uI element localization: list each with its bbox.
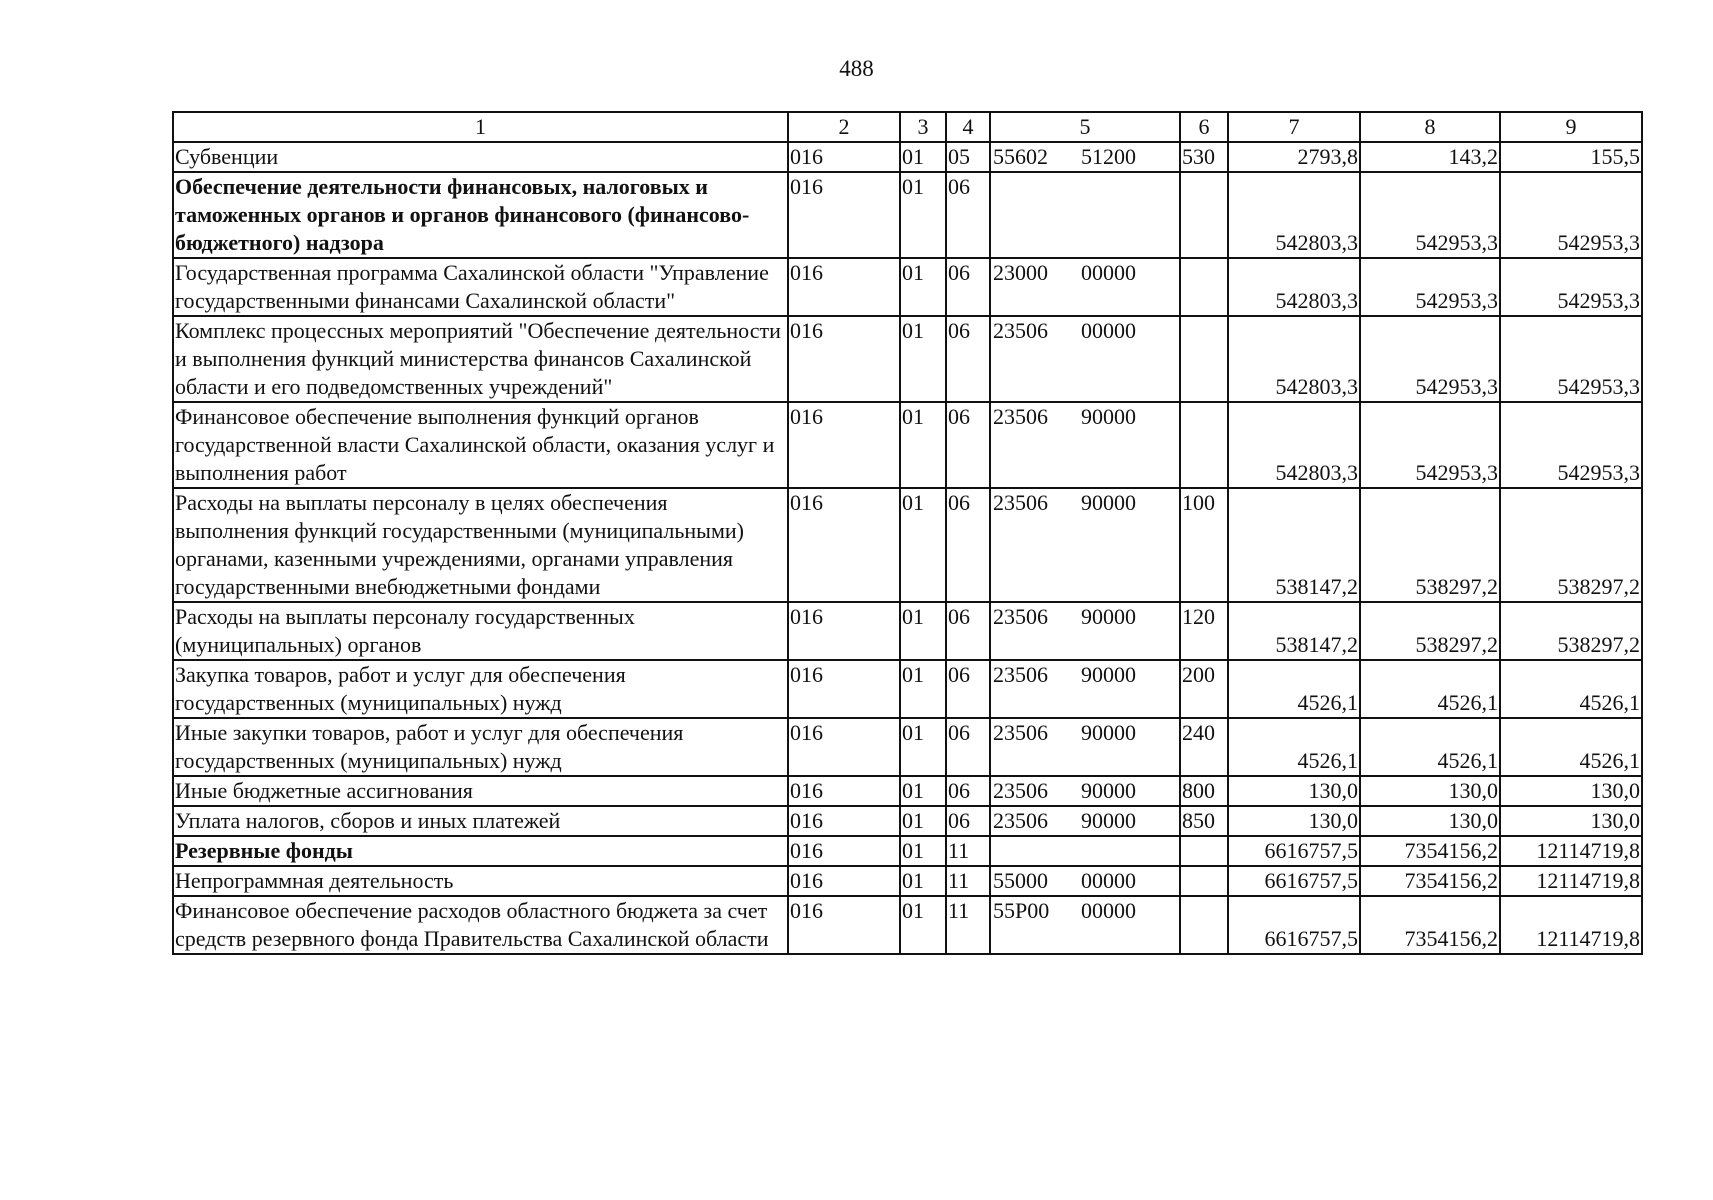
- row-code-col2: 016: [788, 866, 900, 896]
- row-code-col6: [1180, 316, 1228, 402]
- row-code-col5-direction: 00000: [1081, 260, 1136, 285]
- row-amount-col7: 6616757,5: [1228, 836, 1360, 866]
- row-code-col5: [990, 776, 1180, 806]
- table-row: [173, 488, 1642, 602]
- row-code-col4: 11: [946, 896, 990, 954]
- row-name: Резервные фонды: [173, 836, 788, 866]
- row-code-col2: 016: [788, 316, 900, 402]
- row-code-col3: 01: [900, 488, 946, 602]
- row-amount-col8: 542953,3: [1360, 402, 1500, 488]
- row-amount-col9: 542953,3: [1500, 402, 1642, 488]
- row-amount-col8: 542953,3: [1360, 316, 1500, 402]
- row-code-col5: [990, 316, 1180, 402]
- header-col-7: 7: [1228, 112, 1360, 142]
- row-amount-col9: 538297,2: [1500, 602, 1642, 660]
- row-name: Уплата налогов, сборов и иных платежей: [173, 806, 788, 836]
- row-code-col5: [990, 806, 1180, 836]
- row-code-col5-direction: 00000: [1081, 898, 1136, 923]
- row-code-col4: 06: [946, 660, 990, 718]
- row-code-col4: 06: [946, 602, 990, 660]
- row-code-col5-direction: 90000: [1081, 778, 1136, 803]
- row-amount-col8: 7354156,2: [1360, 896, 1500, 954]
- row-code-col5-direction: 90000: [1081, 808, 1136, 833]
- row-code-col5-direction: 90000: [1081, 404, 1136, 429]
- row-code-col3: 01: [900, 896, 946, 954]
- row-name: Иные бюджетные ассигнования: [173, 776, 788, 806]
- table-row: [173, 776, 1642, 806]
- row-name: Государственная программа Сахалинской области "Управление государственными финансами Сахалинской области": [173, 258, 788, 316]
- row-code-col5-program: 23506: [993, 720, 1048, 745]
- row-amount-col7: 4526,1: [1228, 660, 1360, 718]
- row-code-col5-direction: 90000: [1081, 604, 1136, 629]
- header-row: [173, 112, 1642, 142]
- row-name: Субвенции: [173, 142, 788, 172]
- header-col-4: 4: [946, 112, 990, 142]
- row-amount-col7: 2793,8: [1228, 142, 1360, 172]
- row-name: Обеспечение деятельности финансовых, налоговых и таможенных органов и органов финансового (финансово-бюджетного) надзора: [173, 172, 788, 258]
- row-code-col5-direction: 90000: [1081, 490, 1136, 515]
- row-code-col2: 016: [788, 172, 900, 258]
- row-code-col5: [990, 718, 1180, 776]
- table-row: [173, 402, 1642, 488]
- row-amount-col9: 4526,1: [1500, 718, 1642, 776]
- row-code-col5-direction: 51200: [1081, 144, 1136, 169]
- table-row: [173, 142, 1642, 172]
- header-col-1: 1: [173, 112, 788, 142]
- table-body: [173, 142, 1642, 954]
- row-code-col2: 016: [788, 258, 900, 316]
- row-code-col5-program: 23506: [993, 604, 1048, 629]
- row-code-col2: 016: [788, 776, 900, 806]
- table-row: [173, 602, 1642, 660]
- row-amount-col8: 130,0: [1360, 806, 1500, 836]
- row-amount-col8: 4526,1: [1360, 660, 1500, 718]
- header-col-3: 3: [900, 112, 946, 142]
- row-amount-col9: 542953,3: [1500, 258, 1642, 316]
- header-col-9: 9: [1500, 112, 1642, 142]
- header-col-2: 2: [788, 112, 900, 142]
- row-amount-col8: 538297,2: [1360, 488, 1500, 602]
- row-code-col6: [1180, 172, 1228, 258]
- row-code-col6: 530: [1180, 142, 1228, 172]
- row-amount-col8: 542953,3: [1360, 172, 1500, 258]
- header-col-5: 5: [990, 112, 1180, 142]
- row-code-col5: [990, 836, 1180, 866]
- row-code-col4: 05: [946, 142, 990, 172]
- row-name: Иные закупки товаров, работ и услуг для обеспечения государственных (муниципальных) нужд: [173, 718, 788, 776]
- row-amount-col9: 12114719,8: [1500, 836, 1642, 866]
- row-code-col3: 01: [900, 402, 946, 488]
- row-code-col4: 11: [946, 866, 990, 896]
- row-code-col5-direction: 00000: [1081, 868, 1136, 893]
- row-code-col5: [990, 896, 1180, 954]
- row-amount-col7: 130,0: [1228, 806, 1360, 836]
- row-code-col3: 01: [900, 602, 946, 660]
- row-code-col6: 100: [1180, 488, 1228, 602]
- row-code-col5-program: 23506: [993, 808, 1048, 833]
- row-code-col5-program: 23506: [993, 662, 1048, 687]
- row-amount-col8: 4526,1: [1360, 718, 1500, 776]
- row-code-col2: 016: [788, 718, 900, 776]
- row-code-col5-direction: 90000: [1081, 720, 1136, 745]
- row-code-col6: [1180, 836, 1228, 866]
- row-amount-col9: 12114719,8: [1500, 896, 1642, 954]
- row-amount-col7: 6616757,5: [1228, 896, 1360, 954]
- table-row: [173, 718, 1642, 776]
- row-code-col4: 06: [946, 402, 990, 488]
- row-code-col4: 11: [946, 836, 990, 866]
- table-row: [173, 896, 1642, 954]
- row-code-col6: 800: [1180, 776, 1228, 806]
- row-amount-col7: 542803,3: [1228, 258, 1360, 316]
- table-row: [173, 806, 1642, 836]
- row-amount-col8: 538297,2: [1360, 602, 1500, 660]
- row-code-col5: [990, 660, 1180, 718]
- row-code-col5: [990, 172, 1180, 258]
- row-amount-col7: 542803,3: [1228, 316, 1360, 402]
- row-amount-col9: 12114719,8: [1500, 866, 1642, 896]
- row-name: Закупка товаров, работ и услуг для обеспечения государственных (муниципальных) нужд: [173, 660, 788, 718]
- row-code-col2: 016: [788, 896, 900, 954]
- row-code-col5: [990, 258, 1180, 316]
- row-code-col3: 01: [900, 172, 946, 258]
- table-row: [173, 660, 1642, 718]
- row-code-col6: [1180, 402, 1228, 488]
- row-amount-col9: 542953,3: [1500, 172, 1642, 258]
- row-amount-col7: 542803,3: [1228, 402, 1360, 488]
- row-amount-col8: 130,0: [1360, 776, 1500, 806]
- header-col-6: 6: [1180, 112, 1228, 142]
- row-code-col2: 016: [788, 488, 900, 602]
- row-code-col5-program: 55Р00: [993, 898, 1050, 923]
- row-code-col3: 01: [900, 836, 946, 866]
- row-amount-col7: 542803,3: [1228, 172, 1360, 258]
- row-amount-col9: 130,0: [1500, 806, 1642, 836]
- row-code-col3: 01: [900, 316, 946, 402]
- row-amount-col7: 130,0: [1228, 776, 1360, 806]
- row-code-col5-program: 23506: [993, 404, 1048, 429]
- row-code-col4: 06: [946, 776, 990, 806]
- table-row: [173, 258, 1642, 316]
- row-amount-col7: 538147,2: [1228, 602, 1360, 660]
- row-name: Комплекс процессных мероприятий "Обеспечение деятельности и выполнения функций министерства финансов Сахалинской области и его подведомственных учреждений": [173, 316, 788, 402]
- table-row: [173, 172, 1642, 258]
- row-code-col5: [990, 866, 1180, 896]
- row-code-col2: 016: [788, 806, 900, 836]
- row-code-col3: 01: [900, 660, 946, 718]
- row-code-col5: [990, 602, 1180, 660]
- row-amount-col9: 542953,3: [1500, 316, 1642, 402]
- row-code-col4: 06: [946, 488, 990, 602]
- row-amount-col8: 7354156,2: [1360, 866, 1500, 896]
- row-code-col4: 06: [946, 316, 990, 402]
- row-amount-col8: 7354156,2: [1360, 836, 1500, 866]
- row-code-col3: 01: [900, 258, 946, 316]
- row-code-col6: 120: [1180, 602, 1228, 660]
- row-code-col3: 01: [900, 866, 946, 896]
- header-col-8: 8: [1360, 112, 1500, 142]
- row-code-col3: 01: [900, 718, 946, 776]
- row-amount-col8: 542953,3: [1360, 258, 1500, 316]
- row-code-col3: 01: [900, 806, 946, 836]
- row-code-col4: 06: [946, 258, 990, 316]
- row-code-col2: 016: [788, 142, 900, 172]
- row-code-col4: 06: [946, 718, 990, 776]
- row-code-col5-program: 55602: [993, 144, 1048, 169]
- row-amount-col9: 130,0: [1500, 776, 1642, 806]
- row-code-col3: 01: [900, 142, 946, 172]
- table-row: [173, 866, 1642, 896]
- row-amount-col9: 155,5: [1500, 142, 1642, 172]
- row-code-col5-direction: 90000: [1081, 662, 1136, 687]
- row-name: Непрограммная деятельность: [173, 866, 788, 896]
- row-code-col2: 016: [788, 836, 900, 866]
- row-code-col6: 850: [1180, 806, 1228, 836]
- row-code-col5-program: 55000: [993, 868, 1048, 893]
- row-code-col2: 016: [788, 660, 900, 718]
- table-row: [173, 316, 1642, 402]
- row-code-col4: 06: [946, 172, 990, 258]
- table-row: [173, 836, 1642, 866]
- row-code-col2: 016: [788, 402, 900, 488]
- row-code-col6: [1180, 258, 1228, 316]
- row-code-col5: [990, 488, 1180, 602]
- budget-table: [172, 111, 1643, 955]
- row-code-col5-program: 23506: [993, 778, 1048, 803]
- row-code-col2: 016: [788, 602, 900, 660]
- row-amount-col8: 143,2: [1360, 142, 1500, 172]
- row-name: Финансовое обеспечение расходов областного бюджета за счет средств резервного фонда Правительства Сахалинской области: [173, 896, 788, 954]
- row-name: Расходы на выплаты персоналу государственных (муниципальных) органов: [173, 602, 788, 660]
- row-code-col6: 240: [1180, 718, 1228, 776]
- row-code-col5-program: 23506: [993, 490, 1048, 515]
- row-code-col5-program: 23506: [993, 318, 1048, 343]
- row-code-col5: [990, 402, 1180, 488]
- row-code-col3: 01: [900, 776, 946, 806]
- row-name: Расходы на выплаты персоналу в целях обеспечения выполнения функций государственными (муниципальными) органами, казенными учреждениями, органами управления государственными внебюджетными фондами: [173, 488, 788, 602]
- row-amount-col7: 538147,2: [1228, 488, 1360, 602]
- row-code-col5: [990, 142, 1180, 172]
- row-code-col5-program: 23000: [993, 260, 1048, 285]
- row-name: Финансовое обеспечение выполнения функций органов государственной власти Сахалинской области, оказания услуг и выполнения работ: [173, 402, 788, 488]
- row-code-col6: 200: [1180, 660, 1228, 718]
- row-code-col4: 06: [946, 806, 990, 836]
- row-code-col6: [1180, 866, 1228, 896]
- page-number: 488: [839, 56, 874, 81]
- row-code-col5-direction: 00000: [1081, 318, 1136, 343]
- row-code-col6: [1180, 896, 1228, 954]
- row-amount-col9: 4526,1: [1500, 660, 1642, 718]
- row-amount-col7: 6616757,5: [1228, 866, 1360, 896]
- row-amount-col9: 538297,2: [1500, 488, 1642, 602]
- row-amount-col7: 4526,1: [1228, 718, 1360, 776]
